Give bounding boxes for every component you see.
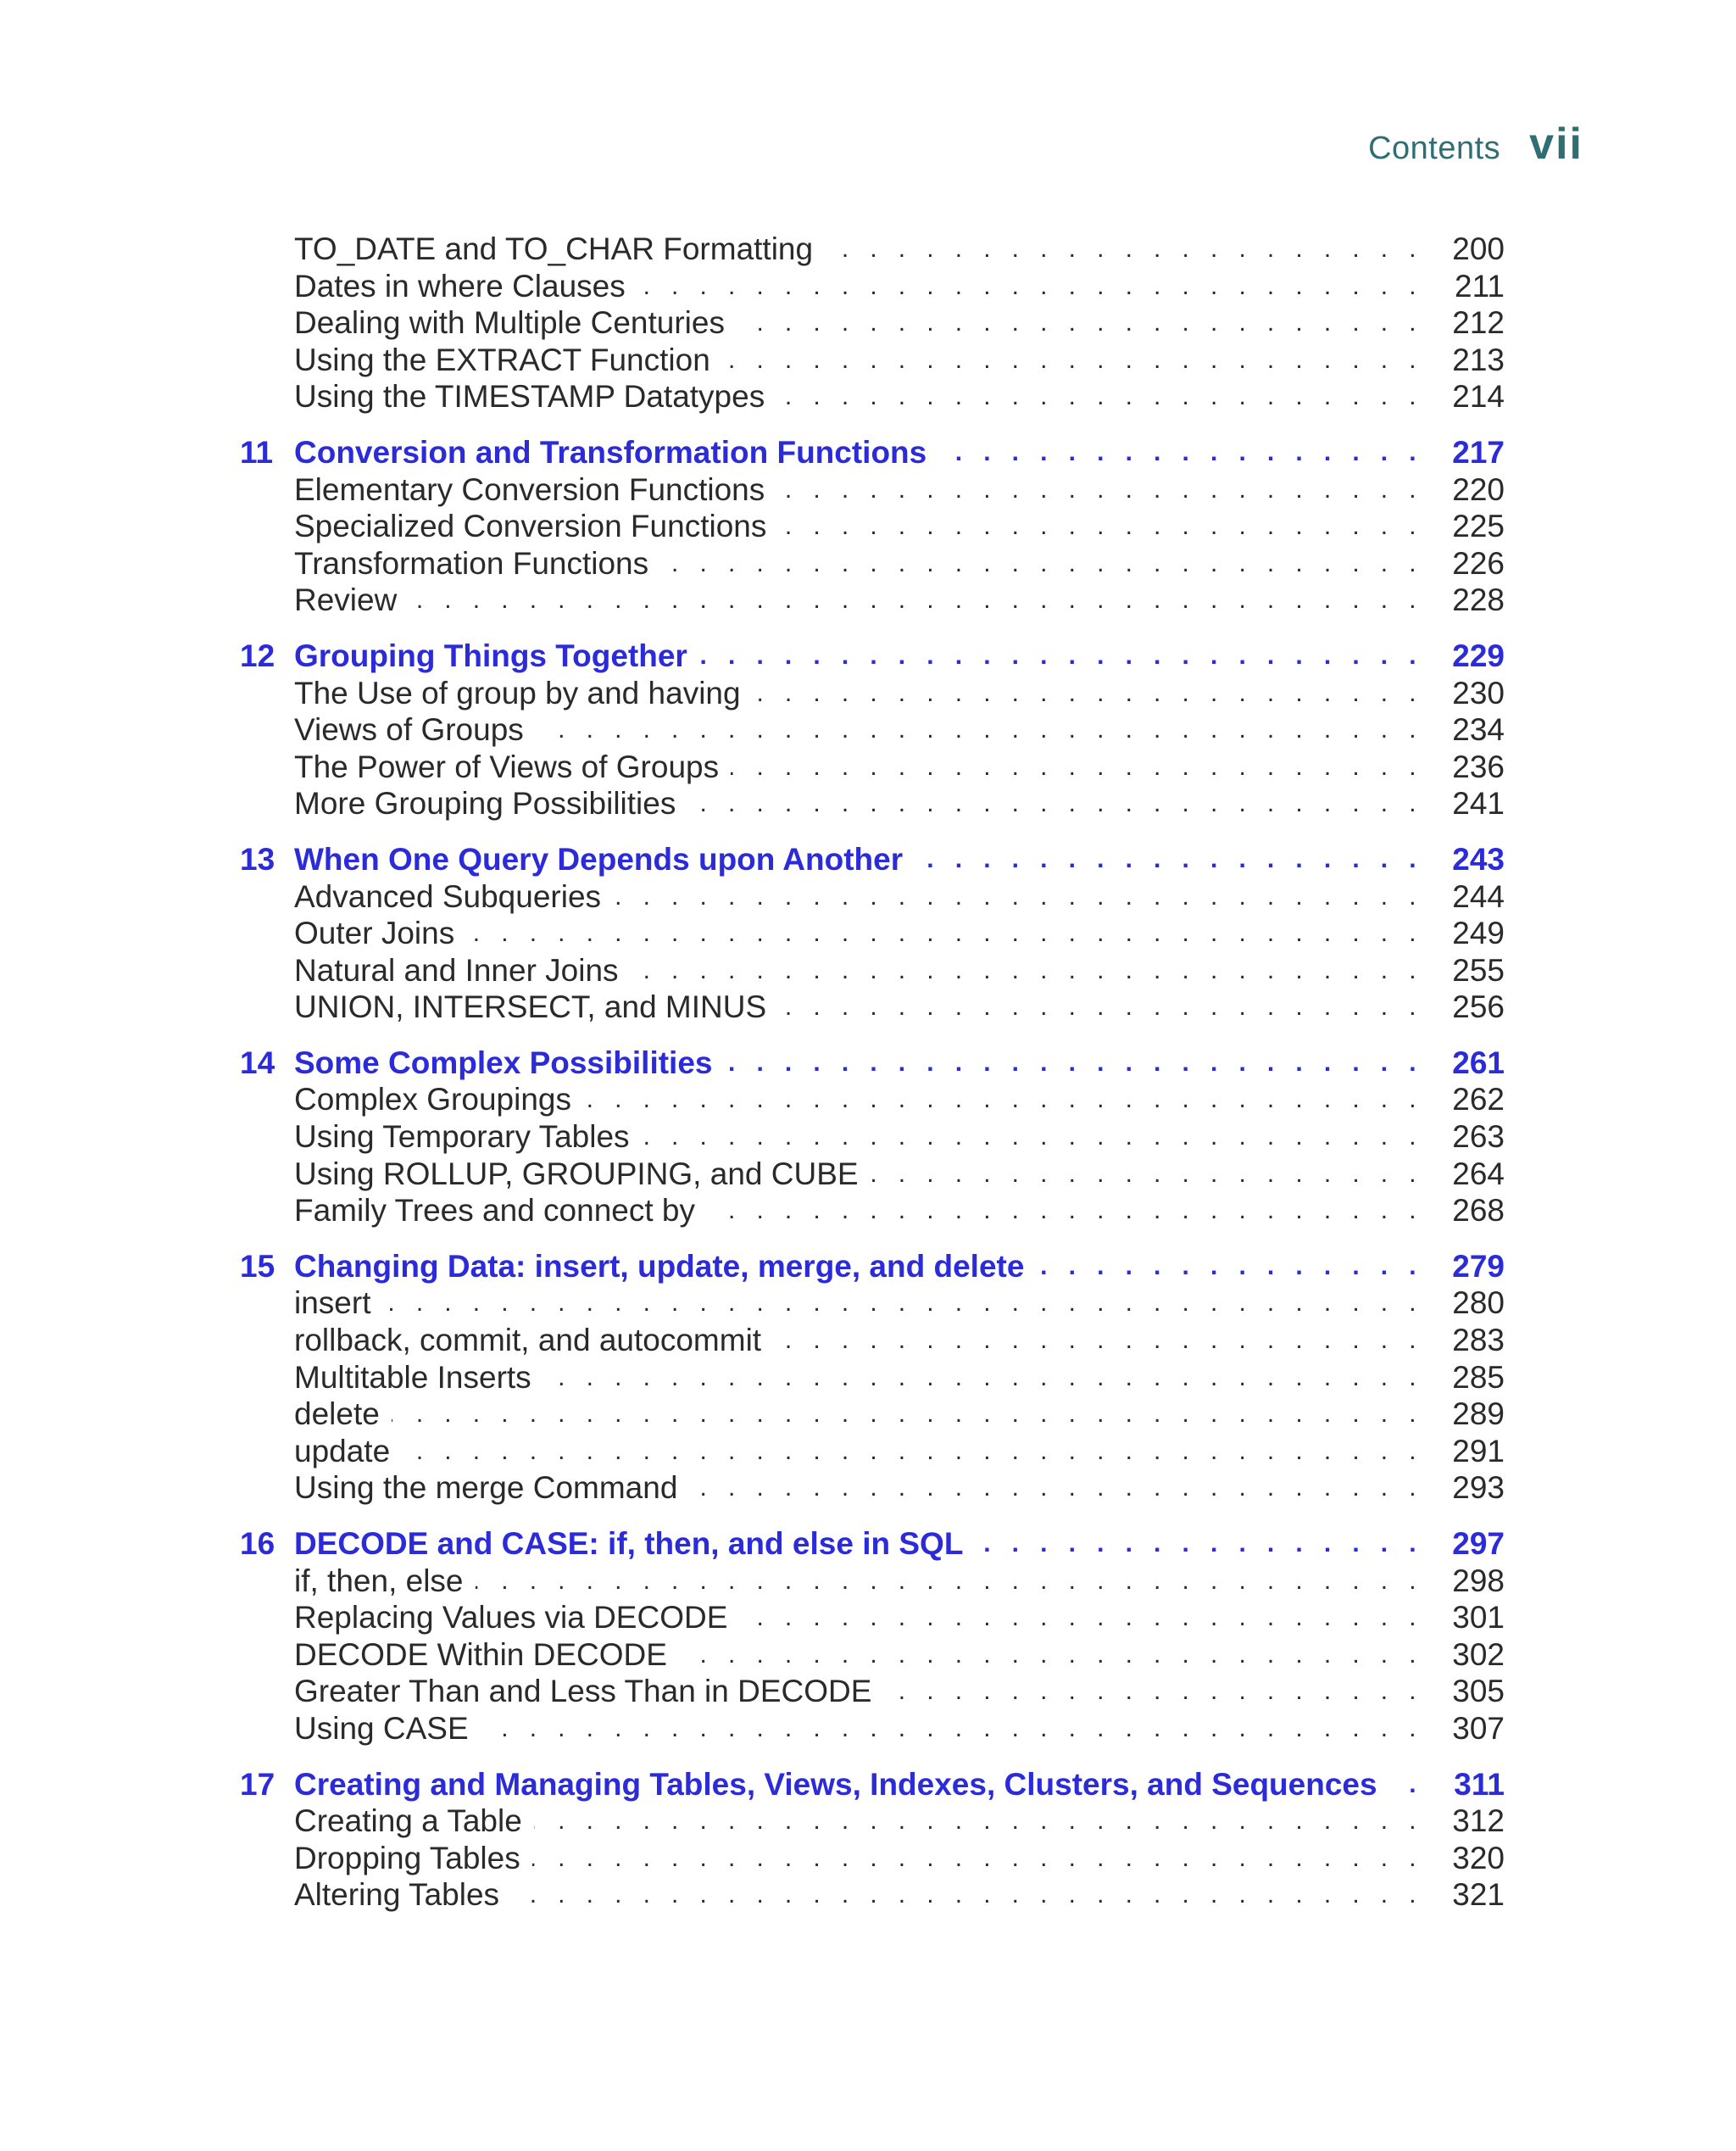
entry-page-number: 220 xyxy=(1452,471,1505,507)
entry-title: Specialized Conversion Functions xyxy=(294,509,767,544)
toc-entry[interactable] xyxy=(240,1599,1505,1636)
dot-leader xyxy=(883,1673,1423,1710)
toc-entry[interactable] xyxy=(240,1710,1505,1747)
dot-leader xyxy=(722,342,1423,379)
toc-chapter-heading[interactable] xyxy=(240,1766,1505,1803)
entry-title: The Power of Views of Groups xyxy=(294,749,720,784)
entry-title: Using the merge Command xyxy=(294,1470,678,1506)
chapter-title: When One Query Depends upon Another xyxy=(294,841,904,877)
dot-leader xyxy=(731,749,1423,786)
toc-entry[interactable] xyxy=(240,1563,1505,1600)
dot-leader xyxy=(631,952,1423,989)
dot-leader xyxy=(543,1359,1423,1396)
dot-leader xyxy=(724,1045,1423,1082)
chapter-title: Grouping Things Together xyxy=(294,638,687,673)
entry-title: if, then, else xyxy=(294,1563,464,1598)
toc-section xyxy=(240,1747,1505,1914)
running-head-label: Contents xyxy=(1368,131,1501,166)
chapter-number: 13 xyxy=(240,841,275,877)
dot-leader xyxy=(1036,1248,1423,1285)
entry-page-number: 291 xyxy=(1452,1433,1505,1468)
dot-leader xyxy=(382,1284,1423,1322)
toc-section xyxy=(240,1229,1505,1507)
toc-entry[interactable] xyxy=(240,1192,1505,1229)
entry-title: Creating a Table xyxy=(294,1803,522,1839)
toc-section xyxy=(240,415,1505,619)
chapter-number: 11 xyxy=(240,434,274,470)
entry-title: Review xyxy=(294,582,398,618)
chapter-page-number: 217 xyxy=(1452,434,1505,470)
toc-entry[interactable] xyxy=(240,1156,1505,1193)
toc-chapter-heading[interactable] xyxy=(240,841,1505,878)
chapter-page-number: 311 xyxy=(1454,1766,1505,1802)
entry-page-number: 301 xyxy=(1452,1600,1505,1636)
entry-page-number: 211 xyxy=(1455,268,1505,304)
dot-leader xyxy=(938,434,1423,471)
chapter-title: Conversion and Transformation Functions xyxy=(294,434,927,470)
dot-leader xyxy=(776,378,1423,415)
entry-title: Using the EXTRACT Function xyxy=(294,342,710,377)
entry-page-number: 241 xyxy=(1452,786,1505,822)
entry-page-number: 285 xyxy=(1452,1359,1505,1395)
chapter-page-number: 279 xyxy=(1452,1248,1505,1284)
dot-leader xyxy=(737,304,1423,342)
chapter-number: 16 xyxy=(240,1526,275,1561)
chapter-number: 17 xyxy=(240,1766,275,1802)
toc-entry[interactable] xyxy=(240,675,1505,712)
toc-entry[interactable] xyxy=(240,1636,1505,1674)
dot-leader xyxy=(689,1469,1423,1507)
chapter-title: DECODE and CASE: if, then, and else in SQL xyxy=(294,1526,964,1561)
toc-entry[interactable] xyxy=(240,1359,1505,1396)
dot-leader xyxy=(534,1803,1423,1840)
running-head xyxy=(1368,119,1583,170)
entry-page-number: 228 xyxy=(1452,582,1505,618)
toc-entry[interactable] xyxy=(240,785,1505,822)
toc-entry[interactable] xyxy=(240,1322,1505,1359)
dot-leader xyxy=(392,1396,1423,1433)
toc-entry[interactable] xyxy=(240,989,1505,1026)
entry-title: Complex Groupings xyxy=(294,1082,571,1117)
dot-leader xyxy=(642,1118,1423,1156)
entry-title: Advanced Subqueries xyxy=(294,878,602,914)
entry-page-number: 234 xyxy=(1452,712,1505,748)
chapter-number: 14 xyxy=(240,1045,275,1080)
toc-entry[interactable] xyxy=(240,471,1505,509)
dot-leader xyxy=(402,1433,1423,1470)
dot-leader xyxy=(739,1599,1423,1636)
toc-section xyxy=(240,619,1505,822)
toc-entry[interactable] xyxy=(240,749,1505,786)
entry-title: Using Temporary Tables xyxy=(294,1119,630,1155)
toc-entry[interactable] xyxy=(240,1673,1505,1710)
dot-leader xyxy=(707,1192,1423,1229)
entry-page-number: 256 xyxy=(1452,989,1505,1025)
entry-page-number: 225 xyxy=(1452,509,1505,544)
entry-page-number: 321 xyxy=(1452,1877,1505,1913)
dot-leader xyxy=(871,1156,1423,1193)
toc-entry[interactable] xyxy=(240,545,1505,582)
entry-page-number: 293 xyxy=(1452,1470,1505,1506)
entry-page-number: 320 xyxy=(1452,1840,1505,1875)
entry-title: Transformation Functions xyxy=(294,545,649,581)
dot-leader xyxy=(466,915,1423,952)
toc-entry[interactable] xyxy=(240,268,1505,305)
dot-leader xyxy=(915,841,1423,878)
entry-page-number: 268 xyxy=(1452,1193,1505,1229)
toc-section xyxy=(240,1507,1505,1747)
toc-entry[interactable] xyxy=(240,1284,1505,1322)
dot-leader xyxy=(511,1876,1423,1914)
entry-page-number: 283 xyxy=(1452,1323,1505,1358)
chapter-number: 15 xyxy=(240,1248,275,1284)
toc-entry[interactable] xyxy=(240,1118,1505,1156)
entry-title: insert xyxy=(294,1285,371,1321)
dot-leader xyxy=(476,1563,1423,1600)
chapter-title: Some Complex Possibilities xyxy=(294,1045,713,1080)
entry-title: Dates in where Clauses xyxy=(294,268,626,304)
entry-page-number: 236 xyxy=(1452,749,1505,784)
dot-leader xyxy=(776,471,1423,509)
entry-title: Dealing with Multiple Centuries xyxy=(294,305,725,341)
chapter-number: 12 xyxy=(240,638,275,673)
toc-entry[interactable] xyxy=(240,915,1505,952)
toc-entry[interactable] xyxy=(240,342,1505,379)
entry-title: update xyxy=(294,1433,391,1468)
chapter-page-number: 297 xyxy=(1452,1526,1505,1561)
toc-entry[interactable] xyxy=(240,304,1505,342)
entry-title: DECODE Within DECODE xyxy=(294,1636,667,1672)
entry-page-number: 226 xyxy=(1452,545,1505,581)
dot-leader xyxy=(637,268,1423,305)
entry-title: delete xyxy=(294,1396,380,1432)
dot-leader xyxy=(481,1710,1423,1747)
entry-title: UNION, INTERSECT, and MINUS xyxy=(294,989,767,1025)
toc-entry[interactable] xyxy=(240,1469,1505,1507)
chapter-page-number: 261 xyxy=(1452,1045,1505,1080)
entry-title: Elementary Conversion Functions xyxy=(294,471,765,507)
toc-section xyxy=(240,231,1505,415)
entry-page-number: 307 xyxy=(1452,1710,1505,1746)
dot-leader xyxy=(825,231,1423,268)
toc-chapter-heading[interactable] xyxy=(240,1045,1505,1082)
entry-page-number: 264 xyxy=(1452,1156,1505,1191)
entry-title: Altering Tables xyxy=(294,1877,500,1913)
dot-leader xyxy=(753,675,1423,712)
entry-title: Views of Groups xyxy=(294,712,524,748)
toc-entry[interactable] xyxy=(240,508,1505,545)
toc-chapter-heading[interactable] xyxy=(240,638,1505,675)
entry-title: The Use of group by and having xyxy=(294,675,741,710)
toc-entry[interactable] xyxy=(240,1081,1505,1118)
entry-page-number: 249 xyxy=(1452,916,1505,951)
entry-page-number: 302 xyxy=(1452,1636,1505,1672)
dot-leader xyxy=(679,1636,1423,1674)
toc-entry[interactable] xyxy=(240,1396,1505,1433)
entry-title: Using ROLLUP, GROUPING, and CUBE xyxy=(294,1156,859,1191)
entry-page-number: 213 xyxy=(1452,342,1505,377)
table-of-contents xyxy=(240,231,1505,1914)
toc-chapter-heading[interactable] xyxy=(240,434,1505,471)
page-number: vii xyxy=(1529,120,1583,169)
entry-page-number: 262 xyxy=(1452,1082,1505,1117)
toc-entry[interactable] xyxy=(240,231,1505,268)
entry-title: rollback, commit, and autocommit xyxy=(294,1323,762,1358)
dot-leader xyxy=(1389,1766,1423,1803)
chapter-title: Creating and Managing Tables, Views, Indexes, Clusters, and Sequences xyxy=(294,1766,1377,1802)
dot-leader xyxy=(778,508,1423,545)
entry-page-number: 212 xyxy=(1452,305,1505,341)
entry-page-number: 244 xyxy=(1452,878,1505,914)
toc-entry[interactable] xyxy=(240,952,1505,989)
toc-section xyxy=(240,1026,1505,1229)
dot-leader xyxy=(699,638,1423,675)
chapter-page-number: 229 xyxy=(1452,638,1505,673)
chapter-title: Changing Data: insert, update, merge, and delete xyxy=(294,1248,1025,1284)
entry-title: Dropping Tables xyxy=(294,1840,520,1875)
entry-title: Using CASE xyxy=(294,1710,469,1746)
entry-title: Replacing Values via DECODE xyxy=(294,1600,728,1636)
entry-page-number: 255 xyxy=(1452,952,1505,988)
entry-title: Natural and Inner Joins xyxy=(294,952,619,988)
entry-title: More Grouping Possibilities xyxy=(294,786,676,822)
toc-entry[interactable] xyxy=(240,1876,1505,1914)
toc-entry[interactable] xyxy=(240,1803,1505,1840)
entry-page-number: 230 xyxy=(1452,675,1505,710)
entry-page-number: 200 xyxy=(1452,231,1505,266)
chapter-page-number: 243 xyxy=(1452,841,1505,877)
toc-entry[interactable] xyxy=(240,1840,1505,1877)
entry-page-number: 305 xyxy=(1452,1674,1505,1709)
entry-page-number: 312 xyxy=(1452,1803,1505,1839)
toc-chapter-heading[interactable] xyxy=(240,1525,1505,1563)
toc-entry[interactable] xyxy=(240,1433,1505,1470)
dot-leader xyxy=(975,1525,1423,1563)
dot-leader xyxy=(778,989,1423,1026)
entry-page-number: 298 xyxy=(1452,1563,1505,1598)
dot-leader xyxy=(536,711,1423,749)
dot-leader xyxy=(773,1322,1423,1359)
toc-entry[interactable] xyxy=(240,378,1505,415)
entry-title: TO_DATE and TO_CHAR Formatting xyxy=(294,231,814,266)
dot-leader xyxy=(687,785,1423,822)
entry-page-number: 289 xyxy=(1452,1396,1505,1432)
entry-title: Outer Joins xyxy=(294,916,455,951)
entry-title: Greater Than and Less Than in DECODE xyxy=(294,1674,872,1709)
dot-leader xyxy=(409,582,1423,619)
toc-chapter-heading[interactable] xyxy=(240,1248,1505,1285)
toc-entry[interactable] xyxy=(240,878,1505,916)
entry-title: Family Trees and connect by xyxy=(294,1193,695,1229)
dot-leader xyxy=(660,545,1423,582)
entry-title: Multitable Inserts xyxy=(294,1359,531,1395)
dot-leader xyxy=(613,878,1423,916)
toc-section xyxy=(240,822,1505,1026)
dot-leader xyxy=(532,1840,1423,1877)
toc-entry[interactable] xyxy=(240,582,1505,619)
entry-title: Using the TIMESTAMP Datatypes xyxy=(294,379,765,415)
dot-leader xyxy=(583,1081,1423,1118)
entry-page-number: 263 xyxy=(1452,1119,1505,1155)
entry-page-number: 280 xyxy=(1452,1285,1505,1321)
entry-page-number: 214 xyxy=(1452,379,1505,415)
toc-entry[interactable] xyxy=(240,711,1505,749)
